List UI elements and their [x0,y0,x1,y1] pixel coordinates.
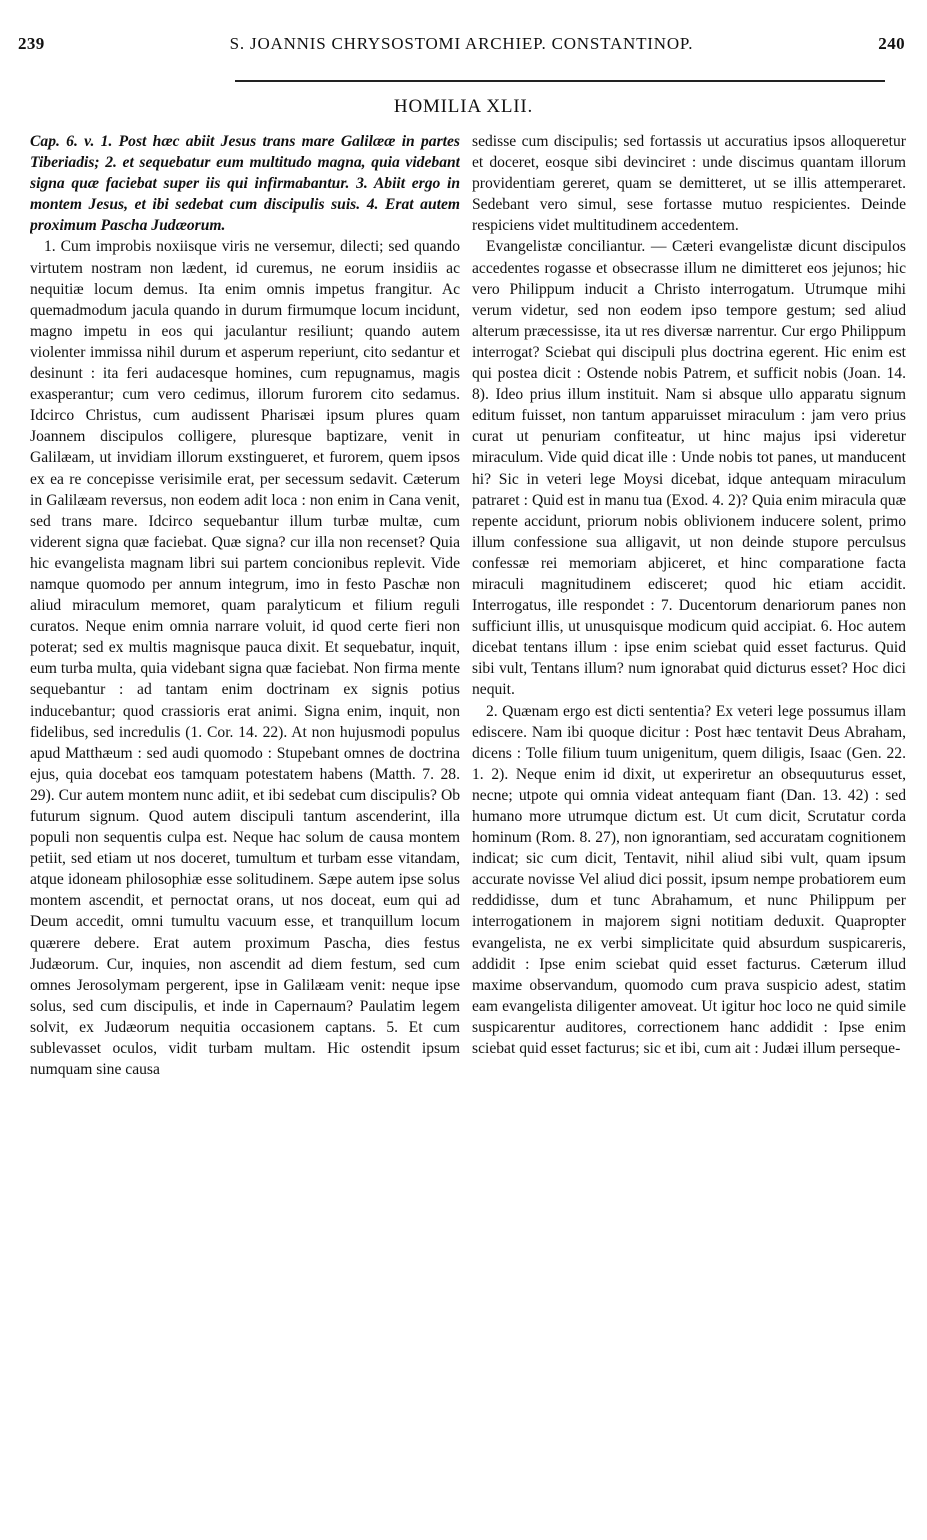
chapter-lemma: Cap. 6. v. 1. Post hæc abiit Jesus trans mare Galilææ in partes Tiberiadis; 2. et sequebatur eum multitudo magna, quia videbant signa quæ faciebat super iis qui infirmabantur. 3. Abiit ergo in montem Jesus, et ibi sedebat cum discipulis suis. 4. Erat autem proximum Pascha Judæorum. [30,133,460,235]
header-rule [235,80,885,82]
left-column [30,131,460,1531]
paragraph-1: 1. Cum improbis noxiisque viris ne versemur, dilecti; sed quando virtutem nostram non lædent, id curemus, ne eorum insidiis ac nequitiæ locum demus. Ita enim omnis impetus frangitur. Ac quemadmodum jacula quando in durum firmumque locum incidunt, magno impetu in eos qui jaculantur resiliunt; quando autem violenter immissa nihil durum et asperum reperiunt, cito sedantur et desinunt : ita feri audacesque homines, cum repugnamus, magis exasperantur; cum vero cedimus, illorum furorem cito sedamus. Idcirco Christus, cum audissent Pharisæi ipsum plures quam Joannem discipulos colligere, pluresque baptizare, venit in Galilæam, ut invidiam illorum exstingueret, et furorem, quem ipsos ex ea re concepisse verisimile erat, per secessum sedavit. Cæterum in Galilæam reversus, non eodem adit loca : non enim in Cana venit, sed trans mare. Idcirco sequebantur illum turbæ multæ, cum viderent signa quæ faciebat. Quæ signa? cur illa non recenset? Quia hic evangelista magnam libri sui partem concionibus replevit. Vide namque quomodo per annum integrum, imo in festo Paschæ non aliud miraculum memoret, quam paralyticum et filium reguli curatos. Neque enim omnia narrare voluit, id quod certe fieri non poterat; sed ex multis magnisque pauca dixit. Et sequebatur, inquit, eum turba multa, quia videbant signa quæ faciebat. Non firma mente sequebantur : ad tantam enim doctrinam ex signis potius inducebantur; quod crassioris erat animi. Signa enim, inquit, non fidelibus, sed incredulis (1. Cor. 14. 22). At non hujusmodi populus apud Matthæum : sed audi quomodo : Stupebant omnes de doctrina ejus, quia docebat eos tamquam potestatem habens (Matth. 7. 28. 29). Cur autem montem nunc adiit, et ibi sedebat cum discipulis? Ob futurum signum. Quod autem discipuli tantum ascenderint, illa populi non sequentis culpa est. Neque hac solum de causa montem petiit, sed etiam ut nos doceret, tumultum et turbam esse vitandam, atque idoneam philosophiæ esse solitudinem. Sæpe autem ipse solus montem ascendit, et pernoctat orans, ut nos doceat, eum qui ad Deum accedit, omni tumultu vacuum esse, et tranquillum locum quærere debere. Erat autem proximum Pascha, dies festus Judæorum. Cur, inquies, non ascendit ad diem festum, sed cum omnes Jerosolymam pergerent, ipse in Galilæam venit: neque ipse solus, sed cum discipulis, et inde in Capernaum? Paulatim legem solvit, ex Judæorum nequitia occasionem captans. 5. Et cum sublevasset oculos, vidit turbam multam. Hic ostendit ipsum numquam sine causa [30,238,460,1079]
paragraph-1-continued: sedisse cum discipulis; sed fortassis ut accuratius ipsos alloqueretur et doceret, eosque sibi devinciret : unde discimus quantam illorum providentiam gereret, quam se demitteret, ut se illis attemperaret. Sedebant vero simul, sese fortasse mutuo respicientes. Deinde respiciens videt multitudinem accedentem. [472,133,906,235]
right-column [472,131,906,1531]
running-header [18,34,905,60]
homily-title: HOMILIA XLII. [393,96,534,117]
paragraph-3: 2. Quænam ergo est dicti sententia? Ex veteri lege possumus illam ediscere. Nam ibi quoque dicitur : Post hæc tentavit Deus Abraham, dicens : Tolle filium tuum unigenitum, quem diligis, Isaac (Gen. 22. 1. 2). Neque enim id dixit, ut experiretur an obsequuturus esset, necne; utpote qui omnia videat antequam fiant (Dan. 13. 42) : sed humano more utrumque dictum est. Ut cum dicit, Scrutatur corda hominum (Rom. 8. 27), non ignorantiam, sed accuratam cognitionem indicat; sic cum dicit, Tentavit, nihil aliud sibi vult, quam ipsum accurate novisse Vel aliud dici possit, ipsum nempe probatiorem eum reddidisse, dum et tunc Abrahamum, et nunc Philippum per interrogationem in majorem signi notitiam deduxit. Quapropter evangelista, ne ex verbi simplicitate quid absurdum suspicareris, addidit : Ipse enim sciebat quid esset facturus. Cæterum illud maxime observandum, quomodo cum prava suspicio adest, statim eam evangelista diligenter amoveat. Ut igitur hoc loco ne quid simile suspicarentur auditores, correctionem hanc addidit : Ipse enim sciebat quid esset facturus; sic et ibi, cum ait : Judæi illum perseque- [472,702,906,1058]
paragraph-2: Evangelistæ conciliantur. — Cæteri evangelistæ dicunt discipulos accedentes rogasse et obsecrasse illum ne dimitteret eos jejunos; hic vero Philippum inducit a Christo interrogatum. Utrumque mihi verum videtur, sed non eodem ipso tempore gestum; sed aliud alterum præcessisse, ita ut res diversæ narrentur. Cur ergo Philippum interrogat? Sciebat qui discipuli plus doctrina egerent. Hic enim est qui postea dicit : Ostende nobis Patrem, et sufficit nobis (Joan. 14. 8). Ideo prius illum instituit. Nam si absque ullo apparatu signum editum fuisset, non tantum apparuisset miraculum : jam vero prius curat ut penuriam confiteatur, ut hinc majus ipsi videretur miraculum. Vide quid dicat ille : Unde nobis tot panes, ut manducent hi? Sic in veteri lege Moysi dicebat, idque antequam miraculum patraret : Quid est in manu tua (Exod. 4. 2)? Quia enim miracula quæ repente accidunt, priorum nobis oblivionem inducere solent, primo illum confessione sua alligavit, ut non deinde stupore perculsus confessæ rei memoriam abjiceret, et hinc comparatione facta miraculi magnitudinem edisceret; quod hic etiam accidit. Interrogatus, ille respondet : 7. Ducentorum denariorum panes non sufficiunt illis, ut unusquisque modicum quid accipiat. 6. Hoc autem dicebat tentans illum : ipse enim sciebat quid esset facturus. Quid sibi vult, Tentans illum? num ignorabat quid dicturus esset? Hoc dici nequit. [472,238,906,699]
page-number-left: 239 [18,34,45,53]
running-title: S. JOANNIS CHRYSOSTOMI ARCHIEP. CONSTANTINOP. [229,34,694,53]
page-number-right: 240 [878,34,905,53]
